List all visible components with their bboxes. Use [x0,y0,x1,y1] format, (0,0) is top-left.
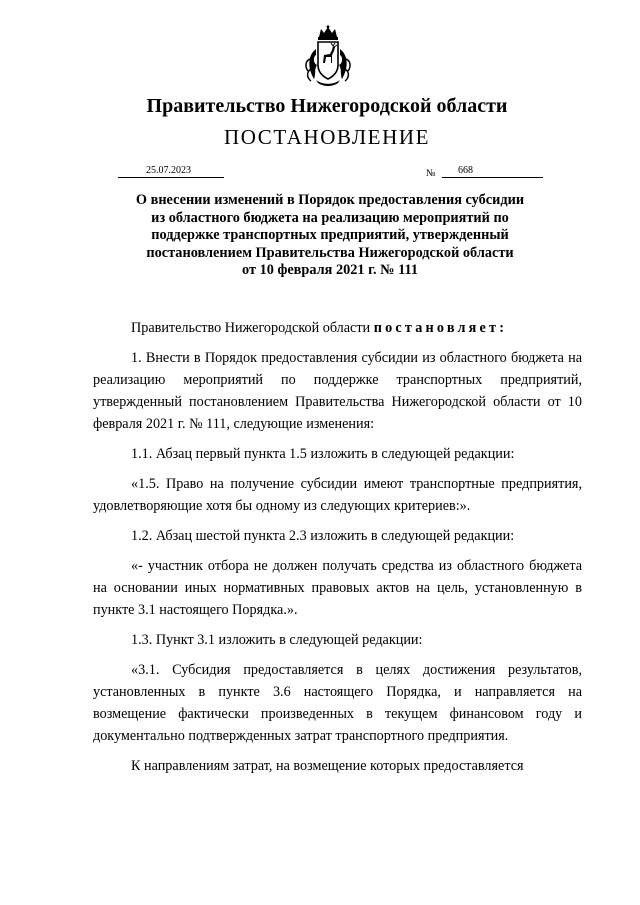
paragraph-1-2: 1.2. Абзац шестой пункта 2.3 изложить в следующей редакции: [131,528,515,544]
number-sign: № [426,168,436,179]
document-body [93,317,582,777]
document-type: ПОСТАНОВЛЕНИЕ [223,125,431,149]
subject-line: О внесении изменений в Порядок предоставления субсидии [135,192,525,208]
intro-prefix: Правительство Нижегородской области [131,320,371,336]
intro-verb: постановляет: [373,320,508,336]
document-number: 668 [442,164,543,178]
document-subject [110,192,550,280]
paragraph-1: 1. Внести в Порядок предоставления субсидии из областного бюджета на реализацию мероприятий по поддержке транспортных предприятий, утвержденный постановлением Правительства Нижегородской области от 10 февраля 2021 г. № 111, следующие изменения: [93,350,582,432]
paragraph-1-1: 1.1. Абзац первый пункта 1.5 изложить в следующей редакции: [131,446,515,462]
subject-line: поддержке транспортных предприятий, утвержденный [151,227,509,243]
government-name: Правительство Нижегородской области [146,95,508,117]
paragraph-1-3: 1.3. Пункт 3.1 изложить в следующей редакции: [131,632,423,648]
paragraph-1-1-quote: «1.5. Право на получение субсидии имеют транспортные предприятия, удовлетворяющие хотя бы одному из следующих критериев:». [93,476,582,514]
document-date: 25.07.2023 [118,164,224,178]
coat-of-arms-icon [302,25,354,87]
paragraph-last: К направлениям затрат, на возмещение которых предоставляется [131,758,524,774]
paragraph-1-2-quote: «- участник отбора не должен получать средства из областного бюджета на основании иных нормативных правовых актов на цель, установленную в пункте 3.1 настоящего Порядка.». [93,558,582,618]
subject-line: постановлением Правительства Нижегородской области [146,244,514,261]
subject-line: от 10 февраля 2021 г. № 111 [242,262,418,278]
paragraph-1-3-quote: «3.1. Субсидия предоставляется в целях достижения результатов, установленных в пункте 3.6 настоящего Порядка, и направляется на возмещение фактически произведенных в текущем финансовом году и документально подтвержденных затрат транспортного предприятия. [93,662,582,744]
intro-paragraph [93,317,582,339]
subject-line: из областного бюджета на реализацию мероприятий по [151,209,509,226]
